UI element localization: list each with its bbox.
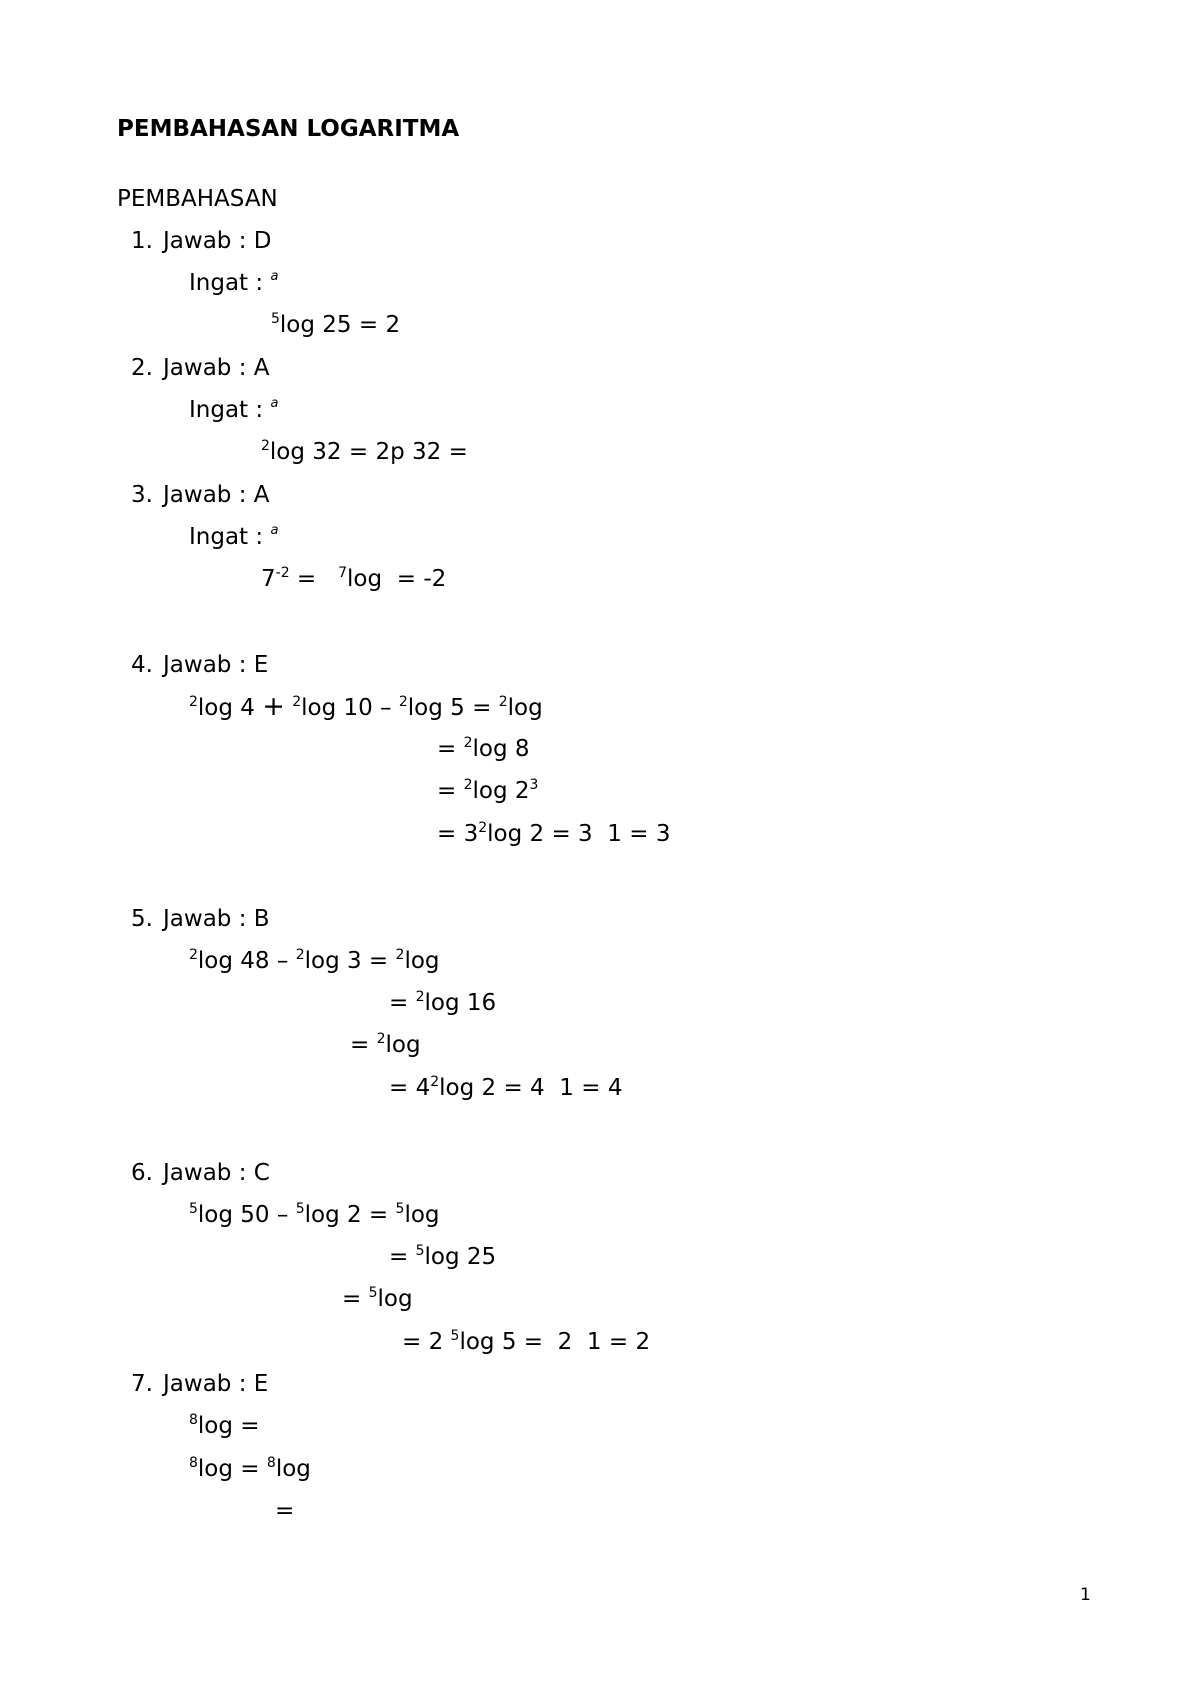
equals-prefix: = [350,1032,377,1058]
list-item-number: 4. [131,652,153,678]
equation-text: log = [197,1413,260,1439]
equation-text: = [275,1498,295,1524]
equation-text: log 8 [472,736,530,762]
equation-text: log [404,1202,440,1228]
log-base: 2 [292,694,302,710]
list-item-6-equation-3 [342,1285,413,1313]
log-base: 2 [398,694,408,710]
list-item-7-answer [117,1370,268,1398]
equals-prefix: = [437,736,464,762]
equation-text: log [404,948,440,974]
document-title: PEMBAHASAN LOGARITMA [117,116,460,142]
list-item-7-equation-2 [189,1455,311,1483]
list-item-5-equation-3 [350,1031,421,1059]
log-base: 5 [189,1201,198,1217]
exponent: 3 [529,777,539,793]
ingat-label: Ingat : [189,270,264,296]
ingat-superscript: a [270,523,279,538]
list-item-7-equation-1 [189,1412,260,1440]
equation-text: log 32 = 2p 32 = [269,439,468,465]
answer-text: Jawab : C [163,1160,270,1186]
list-item-number: 7. [131,1371,153,1397]
list-item-5-answer [117,905,270,933]
log-base: 2 [478,820,488,836]
list-item-1-answer [117,227,271,255]
list-item-number: 1. [131,228,153,254]
ingat-label: Ingat : [189,397,264,423]
equation-text: log 3 = [304,948,396,974]
equals-prefix: = [389,990,416,1016]
list-item-2-equation [261,438,468,466]
list-item-2-ingat [189,396,278,424]
equation-text: log 10 – [301,695,399,721]
equation-text: log 5 = [407,695,499,721]
log-base: 8 [266,1455,276,1471]
equals-prefix: = [342,1286,369,1312]
list-item-5-equation-2 [389,989,496,1017]
exponent: -2 [275,565,290,581]
log-base: 2 [498,694,508,710]
equation-text: log = -2 [347,566,447,592]
log-base: 2 [189,947,198,963]
equation-text: log 25 = 2 [279,312,401,338]
equation-text: log 48 – [197,948,296,974]
equation-text: log 2 = [304,1202,396,1228]
list-item-6-equation-2 [389,1243,496,1271]
list-item-4-equation-1 [189,693,543,722]
answer-text: Jawab : A [163,355,270,381]
log-base: 2 [261,438,270,454]
list-item-2-answer [117,354,270,382]
equals-prefix: = 2 [402,1329,451,1355]
page-number: 1 [1080,1585,1091,1605]
equals-prefix: = 3 [437,821,479,847]
log-base: 5 [395,1201,405,1217]
list-item-7-equation-3 [275,1497,294,1525]
log-base: 5 [271,311,280,327]
equals-prefix: = [389,1244,416,1270]
equation-text: log 16 [424,990,497,1016]
equals-sign: = [289,566,339,592]
power-base: 7 [261,566,276,592]
log-base: 5 [415,1243,425,1259]
list-item-4-equation-2 [437,735,530,763]
list-item-3-answer [117,481,270,509]
list-item-4-answer [117,651,268,679]
equation-text: log 2 = 3 1 = 3 [487,821,671,847]
list-item-5-equation-4 [389,1074,622,1102]
list-item-number: 6. [131,1160,153,1186]
list-item-6-answer [117,1159,270,1187]
log-base: 7 [338,565,348,581]
list-item-1-ingat [189,269,278,297]
log-base: 5 [450,1328,460,1344]
list-item-number: 2. [131,355,153,381]
log-base: 2 [395,947,405,963]
list-item-3-equation [261,565,446,593]
equals-prefix: = 4 [389,1075,431,1101]
equation-text: log 5 = 2 1 = 2 [459,1329,651,1355]
answer-text: Jawab : B [163,906,270,932]
equation-text: log [385,1032,421,1058]
log-base: 2 [295,947,305,963]
equation-text: log 4 [197,695,263,721]
list-item-1-equation [271,311,400,339]
log-base: 5 [295,1201,305,1217]
list-item-4-equation-3 [437,777,538,805]
log-base: 2 [463,735,473,751]
log-base: 8 [189,1412,198,1428]
ingat-superscript: a [270,269,279,284]
equation-text: log 25 [424,1244,497,1270]
log-base: 5 [368,1285,378,1301]
ingat-label: Ingat : [189,524,264,550]
plus-sign: + [262,691,285,722]
equation-text: log 2 [472,778,530,804]
equation-text: log [507,695,543,721]
log-base: 2 [430,1074,440,1090]
log-base: 2 [415,989,425,1005]
equation-text: log 2 = 4 1 = 4 [439,1075,623,1101]
equation-text: log [275,1456,311,1482]
log-base: 8 [189,1455,198,1471]
answer-text: Jawab : E [163,1371,269,1397]
list-item-3-ingat [189,523,278,551]
log-base: 2 [463,777,473,793]
answer-text: Jawab : D [163,228,272,254]
list-item-6-equation-1 [189,1201,440,1229]
list-item-number: 5. [131,906,153,932]
list-item-6-equation-4 [402,1328,650,1356]
equals-prefix: = [437,778,464,804]
list-item-4-equation-4 [437,820,670,848]
answer-text: Jawab : A [163,482,270,508]
equation-text: log = [197,1456,267,1482]
answer-text: Jawab : E [163,652,269,678]
list-item-5-equation-1 [189,947,440,975]
equation-text: log 50 – [197,1202,296,1228]
section-heading: PEMBAHASAN [117,186,278,212]
log-base: 2 [376,1031,386,1047]
list-item-number: 3. [131,482,153,508]
log-base: 2 [189,694,198,710]
equation-text: log [377,1286,413,1312]
ingat-superscript: a [270,396,279,411]
